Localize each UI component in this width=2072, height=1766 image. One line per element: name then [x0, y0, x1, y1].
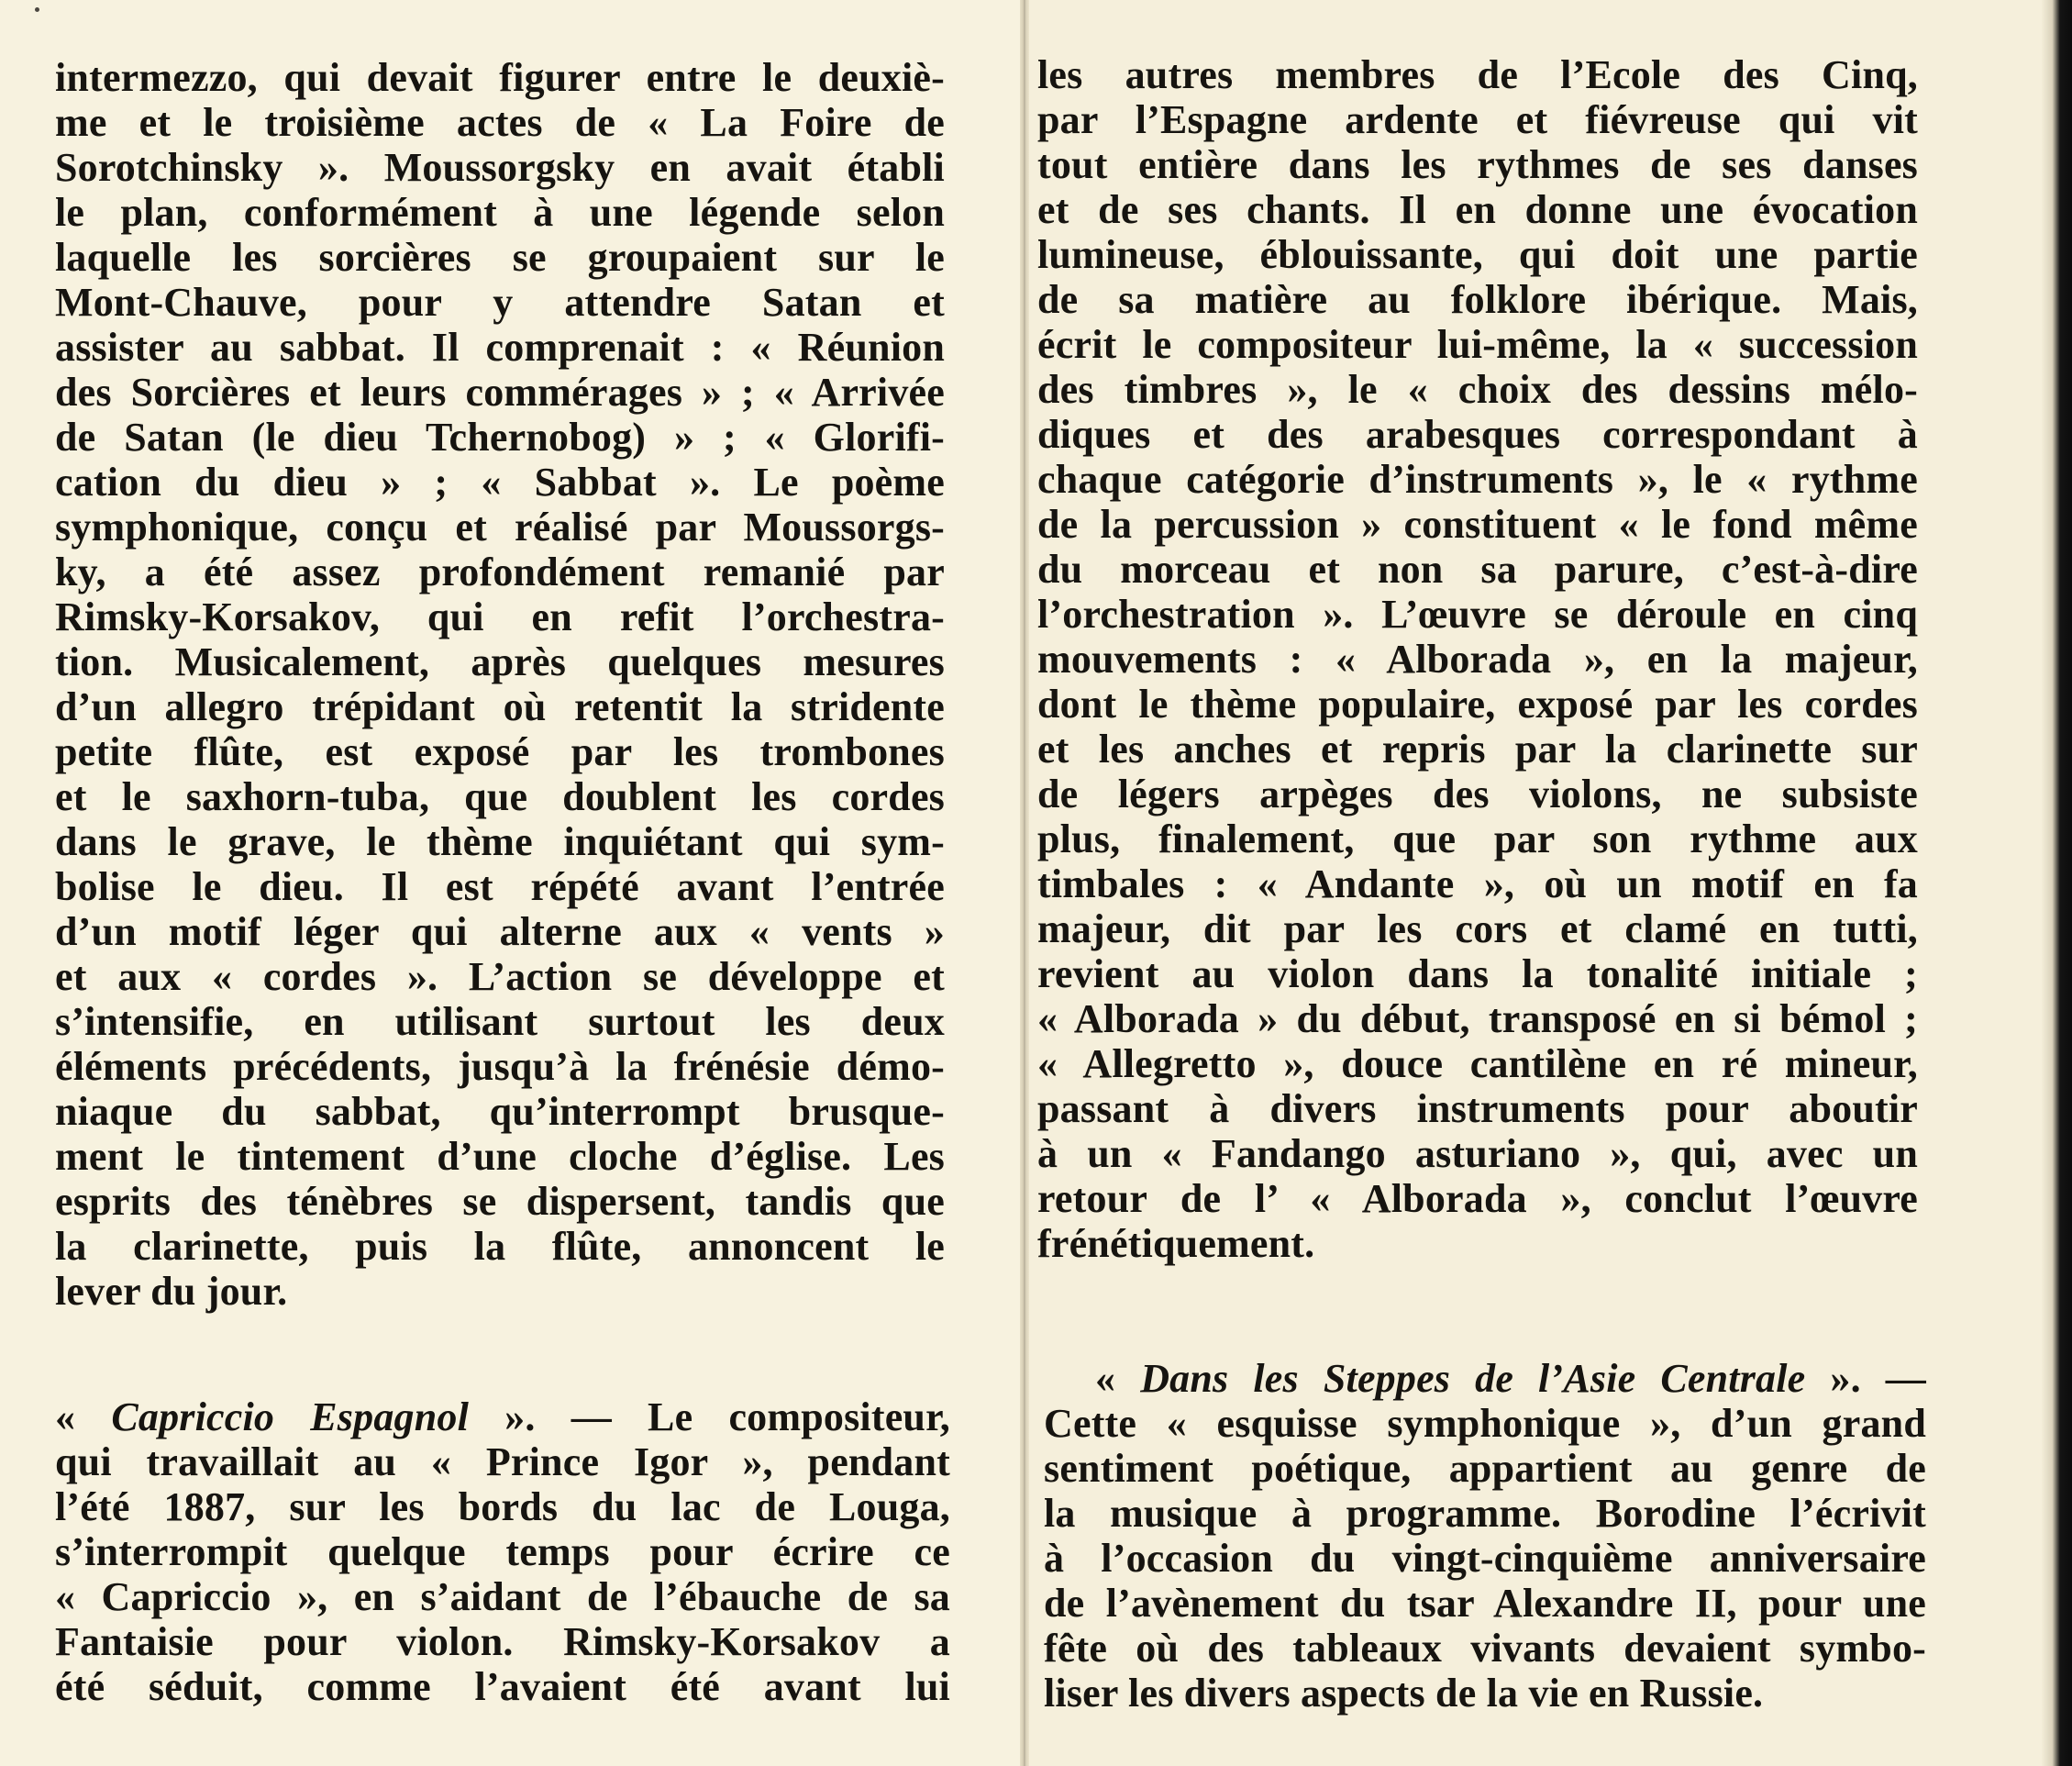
- text-line: esprits des ténèbres se dispersent, tandis que: [55, 1179, 945, 1224]
- text-line: de sa matière au folklore ibérique. Mais,: [1037, 277, 1918, 322]
- paper-speck: [35, 7, 39, 12]
- text-line: Fantaisie pour violon. Rimsky-Korsakov a: [55, 1619, 950, 1664]
- text-line: qui travaillait au « Prince Igor », pendant: [55, 1439, 950, 1484]
- text-line: d’un allegro trépidant où retentit la stridente: [55, 684, 945, 729]
- text-line: par l’Espagne ardente et fiévreuse qui vit: [1037, 97, 1918, 142]
- text-line: à l’occasion du vingt-cinquième anniversaire: [1044, 1536, 1926, 1581]
- text-line: fête où des tableaux vivants devaient symbo-: [1044, 1626, 1926, 1671]
- text-line: des timbres », le « choix des dessins mélo-: [1037, 367, 1918, 412]
- text-line: de la percussion » constituent « le fond même: [1037, 502, 1918, 547]
- text-line: passant à divers instruments pour aboutir: [1037, 1086, 1918, 1131]
- text-line: intermezzo, qui devait figurer entre le deuxiè-: [55, 55, 945, 100]
- text-line: tion. Musicalement, après quelques mesures: [55, 639, 945, 684]
- text-line: et de ses chants. Il en donne une évocation: [1037, 187, 1918, 232]
- text-line: s’interrompit quelque temps pour écrire ce: [55, 1529, 950, 1574]
- steppes-central-asia-text: [1044, 1356, 1926, 1716]
- text-line: tout entière dans les rythmes de ses danses: [1037, 142, 1918, 187]
- text-line: liser les divers aspects de la vie en Russie.: [1044, 1671, 1764, 1716]
- text-line: Mont-Chauve, pour y attendre Satan et: [55, 280, 945, 325]
- text-line: de légers arpèges des violons, ne subsiste: [1037, 772, 1918, 816]
- capriccio-espagnol-text: [55, 1394, 950, 1709]
- text-line: cation du dieu » ; « Sabbat ». Le poème: [55, 460, 945, 505]
- text-line: « Alborada » du début, transposé en si bémol ;: [1037, 996, 1918, 1041]
- text-line: revient au violon dans la tonalité initiale ;: [1037, 951, 1918, 996]
- text-line: « Capriccio », en s’aidant de l’ébauche de sa: [55, 1574, 950, 1619]
- text-line: éléments précédents, jusqu’à la frénésie démo-: [55, 1044, 945, 1089]
- text-line: Rimsky-Korsakov, qui en refit l’orchestra-: [55, 594, 945, 639]
- text-line: me et le troisième actes de « La Foire de: [55, 100, 945, 145]
- text-line: s’intensifie, en utilisant surtout les deux: [55, 999, 945, 1044]
- text-line: chaque catégorie d’instruments », le « rythme: [1037, 457, 1918, 502]
- text-line: à un « Fandango asturiano », qui, avec un: [1037, 1131, 1918, 1176]
- text-line: la musique à programme. Borodine l’écrivit: [1044, 1491, 1926, 1536]
- text-line: dont le thème populaire, exposé par les cordes: [1037, 682, 1918, 727]
- text-line: timbales : « Andante », où un motif en fa: [1037, 861, 1918, 906]
- text-line: des Sorcières et leurs commérages » ; « Arrivée: [55, 370, 945, 415]
- text-line: d’un motif léger qui alterne aux « vents »: [55, 909, 945, 954]
- section-heading-line: « Dans les Steppes de l’Asie Centrale ». —: [1095, 1356, 1927, 1401]
- section-title: Capriccio Espagnol: [111, 1394, 470, 1439]
- text-line: assister au sabbat. Il comprenait : « Réunion: [55, 325, 945, 370]
- text-line: l’été 1887, sur les bords du lac de Louga,: [55, 1484, 950, 1529]
- night-on-bald-mountain-text: [55, 55, 945, 1314]
- text-line: de l’avènement du tsar Alexandre II, pour une: [1044, 1581, 1926, 1626]
- text-line: petite flûte, est exposé par les trombones: [55, 729, 945, 774]
- text-line: de Satan (le dieu Tchernobog) » ; « Glorifi-: [55, 415, 945, 460]
- text-line: lumineuse, éblouissante, qui doit une partie: [1037, 232, 1918, 277]
- text-line: retour de l’ « Alborada », conclut l’œuvre: [1037, 1176, 1918, 1221]
- section-heading-line: « Capriccio Espagnol ». — Le compositeur,: [55, 1394, 950, 1439]
- capriccio-continued-text: [1037, 52, 1918, 1266]
- text-line: sentiment poétique, appartient au genre de: [1044, 1446, 1926, 1491]
- scan-edge: [2042, 0, 2072, 1766]
- text-line: et aux « cordes ». L’action se développe et: [55, 954, 945, 999]
- text-line: la clarinette, puis la flûte, annoncent le: [55, 1224, 945, 1269]
- text-line: frénétiquement.: [1037, 1221, 1315, 1266]
- text-line: lever du jour.: [55, 1269, 288, 1314]
- text-line: bolise le dieu. Il est répété avant l’entrée: [55, 864, 945, 909]
- text-line: du morceau et non sa parure, c’est-à-dire: [1037, 547, 1918, 592]
- text-line: ky, a été assez profondément remanié par: [55, 550, 945, 594]
- text-line: dans le grave, le thème inquiétant qui sym-: [55, 819, 945, 864]
- text-line: majeur, dit par les cors et clamé en tutti,: [1037, 906, 1918, 951]
- text-line: été séduit, comme l’avaient été avant lui: [55, 1664, 950, 1709]
- text-line: Sorotchinsky ». Moussorgsky en avait établi: [55, 145, 945, 190]
- text-line: mouvements : « Alborada », en la majeur,: [1037, 637, 1918, 682]
- text-line: diques et des arabesques correspondant à: [1037, 412, 1918, 457]
- text-line: ment le tintement d’une cloche d’église. Les: [55, 1134, 945, 1179]
- text-line: laquelle les sorcières se groupaient sur le: [55, 235, 945, 280]
- text-line: niaque du sabbat, qu’interrompt brusque-: [55, 1089, 945, 1134]
- text-line: les autres membres de l’Ecole des Cinq,: [1037, 52, 1918, 97]
- text-line: « Allegretto », douce cantilène en ré mineur,: [1037, 1041, 1918, 1086]
- text-line: et le saxhorn-tuba, que doublent les cordes: [55, 774, 945, 819]
- text-line: plus, finalement, que par son rythme aux: [1037, 816, 1918, 861]
- text-line: et les anches et repris par la clarinette sur: [1037, 727, 1918, 772]
- text-line: le plan, conformément à une légende selon: [55, 190, 945, 235]
- text-line: symphonique, conçu et réalisé par Moussorgs-: [55, 505, 945, 550]
- text-line: l’orchestration ». L’œuvre se déroule en cinq: [1037, 592, 1918, 637]
- text-line: écrit le compositeur lui-même, la « succession: [1037, 322, 1918, 367]
- page-fold: [1020, 0, 1029, 1766]
- section-title: Dans les Steppes de l’Asie Centrale: [1140, 1356, 1806, 1401]
- text-line: Cette « esquisse symphonique », d’un grand: [1044, 1401, 1926, 1446]
